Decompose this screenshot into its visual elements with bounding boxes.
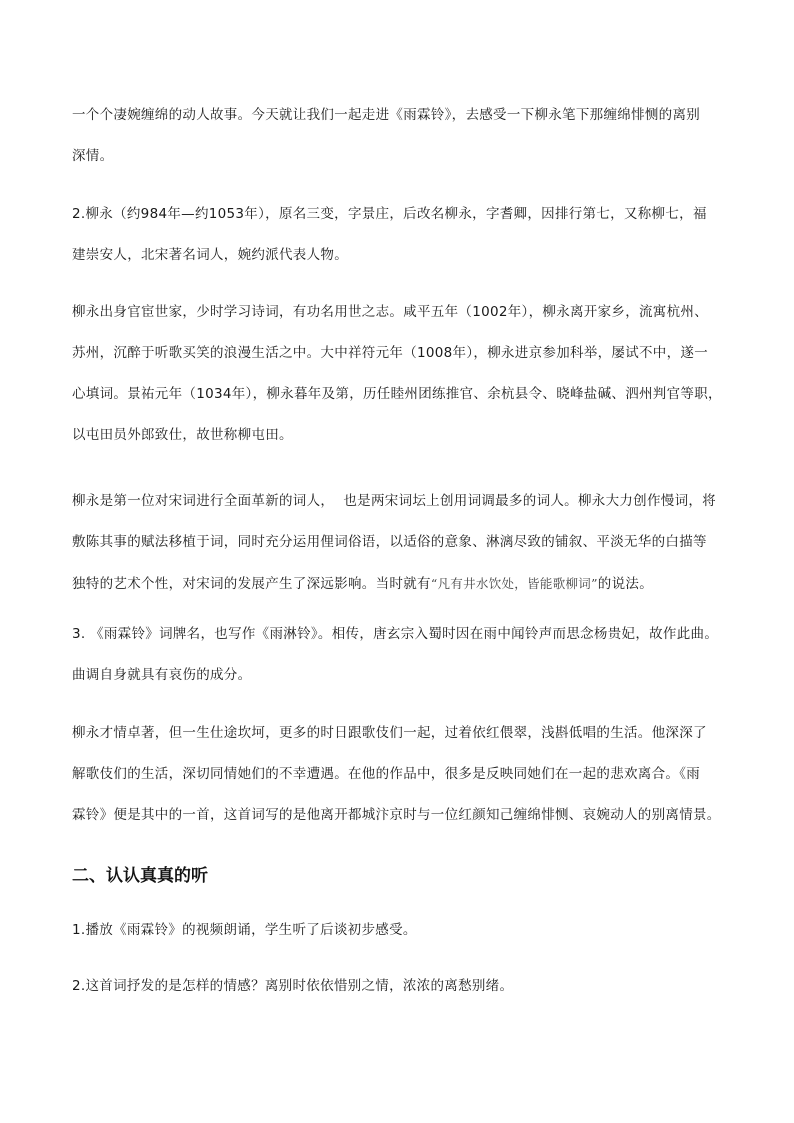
text-line: 2.这首词抒发的是怎样的情感？离别时依依惜别之情，浓浓的离愁别绪。 — [72, 978, 514, 994]
text-line: 曲调自身就具有哀伤的成分。 — [72, 667, 252, 683]
intro-paragraph — [72, 95, 700, 177]
listening-step-1 — [72, 910, 417, 951]
text-line: 柳永才情卓著，但一生仕途坎坷，更多的时日跟歌伎们一起，过着依红偎翠，浅斟低唱的生活。他深深了 — [72, 725, 707, 741]
section-heading: 二、认认真真的听 — [72, 866, 208, 886]
listening-step-2 — [72, 966, 513, 1007]
text-line: 1.播放《雨霖铃》的视频朗诵，学生听了后谈初步感受。 — [72, 922, 417, 938]
text-line: 2.柳永（约984年—约1053年），原名三变，字景庄，后改名柳永，字耆卿，因排行第七，又称柳七，福 — [72, 206, 707, 222]
text-line: 3. 《雨霖铃》词牌名，也写作《雨淋铃》。相传，唐玄宗入蜀时因在雨中闻铃声而思念杨贵妃，故作此曲。 — [72, 626, 719, 642]
text-line: 苏州，沉醉于听歌买笑的浪漫生活之中。大中祥符元年（1008年），柳永进京参加科举，屡试不中，遂一 — [72, 345, 709, 361]
text-line — [72, 563, 716, 605]
text-span: 的说法。 — [597, 576, 653, 592]
text-line: 心填词。景祐元年（1034年），柳永暮年及第，历任睦州团练推官、余杭县令、晓峰盐碱、泗州判官等职， — [72, 386, 722, 402]
liu-yong-influence-paragraph — [72, 481, 716, 605]
text-span: 独特的艺术个性，对宋词的发展产生了深远影响。当时就有 — [72, 576, 431, 592]
liu-yong-bio-paragraph — [72, 194, 707, 276]
text-line: 敷陈其事的赋法移植于词，同时充分运用俚词俗语，以适俗的意象、淋漓尽致的铺叙、平淡无华的白描等 — [72, 534, 707, 550]
text-line: 一个个凄婉缠绵的动人故事。今天就让我们一起走进《雨霖铃》，去感受一下柳永笔下那缠绵悱恻的离别 — [72, 107, 701, 123]
famous-quote: “凡有井水饮处，皆能歌柳词” — [430, 576, 598, 591]
text-line: 解歌伎们的生活，深切同情她们的不幸遭遇。在他的作品中，很多是反映同她们在一起的悲欢离合。《雨 — [72, 766, 701, 782]
liu-yong-career-paragraph — [72, 292, 722, 456]
text-line: 深情。 — [72, 148, 114, 164]
cipai-paragraph — [72, 614, 718, 696]
text-line: 霖铃》便是其中的一首，这首词写的是他离开都城汴京时与一位红颜知己缠绵悱恻、哀婉动人的别离情景。 — [72, 807, 721, 823]
text-line: 柳永是第一位对宋词进行全面革新的词人， 也是两宋词坛上创用词调最多的词人。柳永大力创作慢词，将 — [72, 493, 716, 509]
text-line: 建崇安人，北宋著名词人，婉约派代表人物。 — [72, 247, 348, 263]
background-paragraph — [72, 713, 721, 836]
text-line: 柳永出身官宦世家，少时学习诗词，有功名用世之志。咸平五年（1002年），柳永离开家乡，流寓杭州、 — [72, 304, 709, 320]
text-line: 以屯田员外郎致仕，故世称柳屯田。 — [72, 427, 293, 443]
